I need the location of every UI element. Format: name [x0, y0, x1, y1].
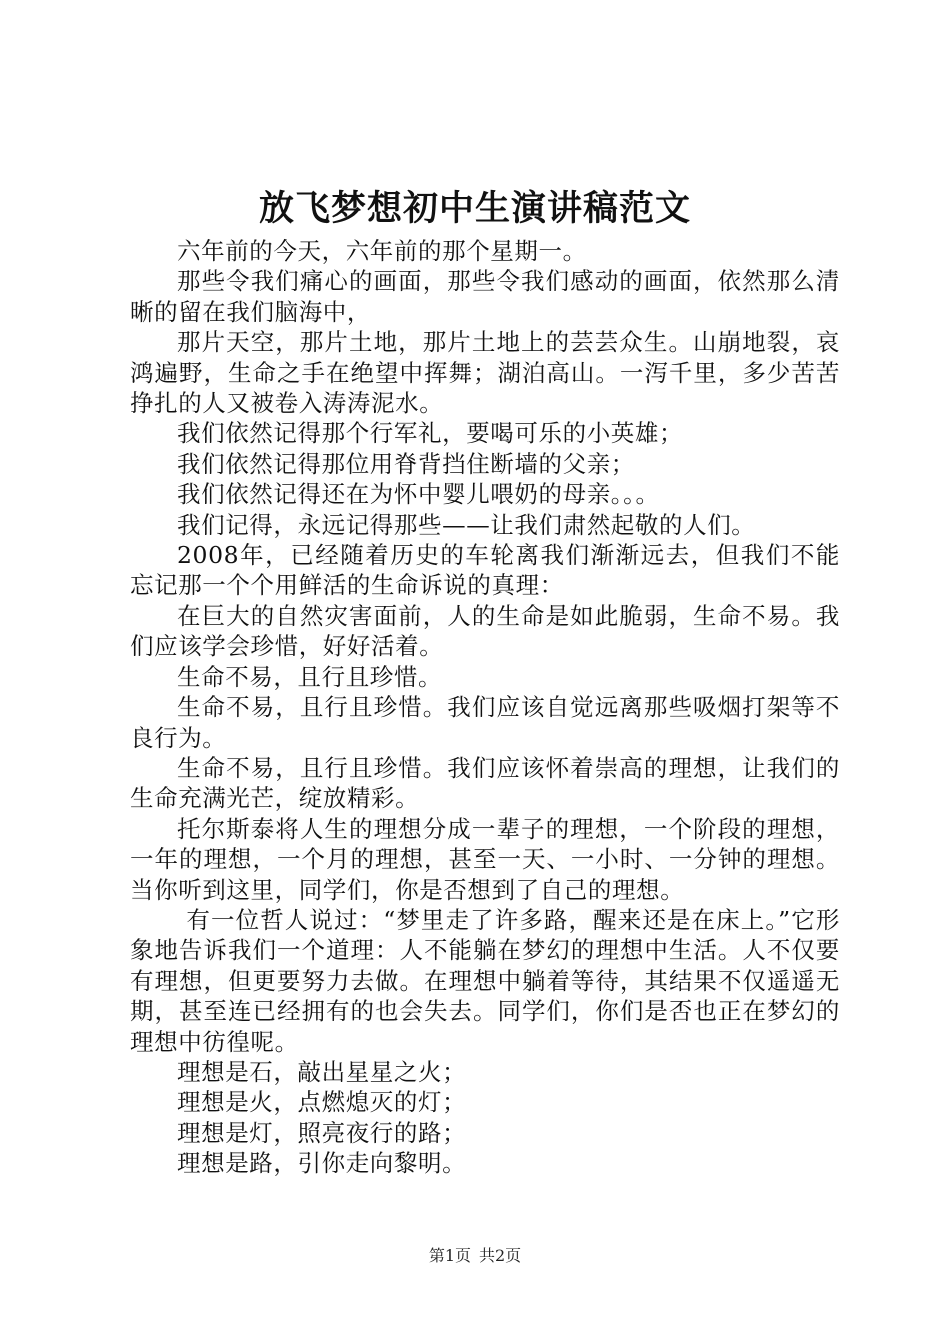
- paragraph: 我们记得，永远记得那些——让我们肃然起敬的人们。: [177, 510, 756, 539]
- paragraph: 在巨大的自然灾害面前，人的生命是如此脆弱，生命不易。我们应该学会珍惜，好好活着。: [130, 601, 840, 661]
- paragraph: 我们依然记得还在为怀中婴儿喂奶的母亲。。。: [177, 480, 660, 509]
- paragraph: 生命不易，且行且珍惜。我们应该怀着崇高的理想，让我们的生命充满光芒，绽放精彩。: [130, 753, 840, 813]
- paragraph: 那片天空，那片土地，那片土地上的芸芸众生。山崩地裂，哀鸿遍野，生命之手在绝望中挥舞；湖泊高山。一泻千里，多少苦苦挣扎的人又被卷入涛涛泥水。: [130, 328, 840, 418]
- page-footer: [0, 1245, 950, 1267]
- paragraph: 六年前的今天，六年前的那个星期一。: [177, 237, 587, 265]
- paragraph: 我们依然记得那个行军礼，要喝可乐的小英雄；: [177, 419, 684, 448]
- page-total: 共2页: [479, 1246, 522, 1265]
- paragraph: 理想是灯，照亮夜行的路；: [177, 1118, 467, 1147]
- paragraph: 生命不易，且行且珍惜。: [177, 662, 443, 691]
- document-title: 放飞梦想初中生演讲稿范文: [258, 188, 691, 229]
- paragraph: 那些令我们痛心的画面，那些令我们感动的画面，依然那么清晰的留在我们脑海中，: [130, 267, 840, 326]
- paragraph: 2008年，已经随着历史的车轮离我们渐渐远去，但我们不能忘记那一个个用鲜活的生命诉说的真理：: [130, 541, 840, 600]
- paragraph: 有一位哲人说过：“梦里走了许多路，醒来还是在床上。”它形象地告诉我们一个道理：人不能躺在梦幻的理想中生活。人不仅要有理想，但更要努力去做。在理想中躺着等待，其结果不仅遥遥无期，甚至连已经拥有的也会失去。同学们，你们是否也正在梦幻的理想中彷徨呢。: [130, 905, 840, 1056]
- document-body: [130, 236, 840, 1179]
- page-number: 第1页: [428, 1246, 471, 1265]
- paragraph: 生命不易，且行且珍惜。我们应该自觉远离那些吸烟打架等不良行为。: [130, 693, 840, 752]
- paragraph: 理想是石，敲出星星之火；: [177, 1057, 467, 1086]
- paragraph: 理想是火，点燃熄灭的灯；: [177, 1088, 467, 1117]
- paragraph: 我们依然记得那位用脊背挡住断墙的父亲；: [177, 449, 635, 478]
- paragraph: 托尔斯泰将人生的理想分成一辈子的理想，一个阶段的理想，一年的理想，一个月的理想，甚至一天、一小时、一分钟的理想。当你听到这里，同学们，你是否想到了自己的理想。: [130, 814, 840, 904]
- paragraph: 理想是路，引你走向黎明。: [177, 1149, 467, 1178]
